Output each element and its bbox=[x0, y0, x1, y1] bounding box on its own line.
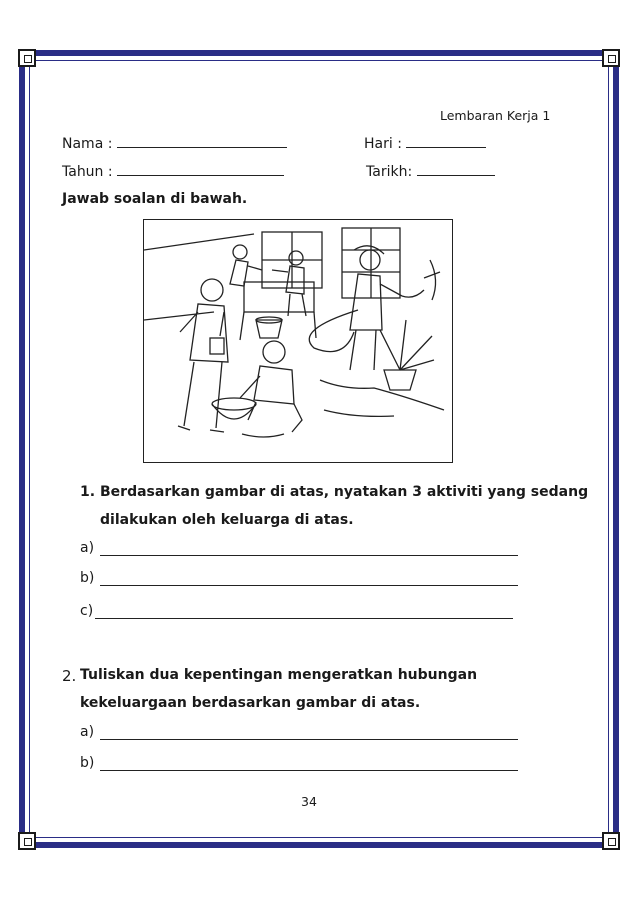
nama-field[interactable] bbox=[62, 135, 287, 152]
tahun-blank[interactable] bbox=[117, 163, 284, 176]
answer-line[interactable] bbox=[100, 571, 518, 586]
family-illustration bbox=[143, 219, 453, 463]
tarikh-field[interactable] bbox=[366, 163, 495, 180]
option-a-label: a) bbox=[80, 724, 95, 740]
nama-label: Nama : bbox=[62, 136, 113, 152]
answer-line[interactable] bbox=[95, 604, 513, 619]
corner-ornament bbox=[18, 49, 36, 67]
answer-line[interactable] bbox=[100, 725, 518, 740]
worksheet-label: Lembaran Kerja 1 bbox=[440, 108, 551, 123]
q1-answer-a[interactable] bbox=[80, 540, 518, 556]
question1-text-line1: Berdasarkan gambar di atas, nyatakan 3 aktiviti yang sedang bbox=[100, 484, 589, 500]
family-activity-drawing bbox=[144, 220, 452, 462]
question2-text-line2: kekeluargaan berdasarkan gambar di atas. bbox=[80, 695, 421, 711]
hari-label: Hari : bbox=[364, 136, 402, 152]
hari-blank[interactable] bbox=[406, 135, 486, 148]
q1-answer-c[interactable] bbox=[80, 603, 513, 619]
tarikh-blank[interactable] bbox=[417, 163, 495, 176]
option-c-label: c) bbox=[80, 603, 94, 619]
question2-text-line1: Tuliskan dua kepentingan mengeratkan hubungan bbox=[80, 667, 478, 683]
q2-answer-b[interactable] bbox=[80, 755, 518, 771]
option-b-label: b) bbox=[80, 570, 95, 586]
question1-number: 1. bbox=[80, 484, 96, 500]
answer-line[interactable] bbox=[100, 756, 518, 771]
question1-text-line2: dilakukan oleh keluarga di atas. bbox=[100, 512, 354, 528]
corner-ornament bbox=[18, 832, 36, 850]
hari-field[interactable] bbox=[364, 135, 486, 152]
instruction: Jawab soalan di bawah. bbox=[62, 191, 248, 207]
answer-line[interactable] bbox=[100, 541, 518, 556]
nama-blank[interactable] bbox=[117, 135, 287, 148]
q1-answer-b[interactable] bbox=[80, 570, 518, 586]
tahun-label: Tahun : bbox=[62, 164, 113, 180]
tahun-field[interactable] bbox=[62, 163, 284, 180]
option-a-label: a) bbox=[80, 540, 95, 556]
page-number: 34 bbox=[301, 794, 317, 809]
corner-ornament bbox=[602, 49, 620, 67]
q2-answer-a[interactable] bbox=[80, 724, 518, 740]
question2-number: 2. bbox=[62, 667, 77, 685]
option-b-label: b) bbox=[80, 755, 95, 771]
tarikh-label: Tarikh: bbox=[366, 164, 413, 180]
corner-ornament bbox=[602, 832, 620, 850]
